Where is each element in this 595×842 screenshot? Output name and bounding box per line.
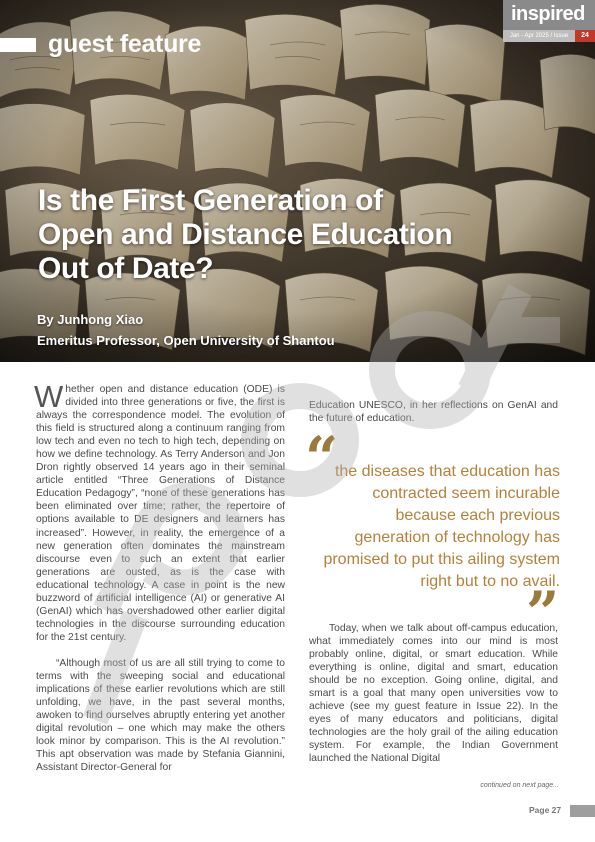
article-title	[38, 184, 558, 286]
left-column	[34, 379, 285, 774]
title-line-3: Out of Date?	[38, 252, 214, 285]
right-column-top	[309, 399, 558, 425]
open-quote-icon: “	[305, 424, 339, 492]
paragraph-3: Today, when we talk about off-campus education, what immediately comes into our mind is most probably online, digital, or smart education. While everything is online, digital and smart, education should be no exception. Going online, digital, and smart is a goal that many open universities vow to achieve (see my guest feature in Issue 22). In the eyes of many educators and politicians, digital technologies are the holy grail of the ailing education system. For example, the Indian Government launched the National Digital	[309, 623, 558, 765]
magazine-brand	[503, 0, 595, 42]
paragraph-1	[34, 379, 285, 644]
paragraph-2: “Although most of us are all still trying to come to terms with the sweeping social and educational implications of these earlier revolutions which are still unfolding, we have, in the past several months, awoken to find ourselves abruptly entering yet another digital revolution – one which may make the others look minor by comparison. This is the AI revolution.” This apt observation was made by Stefania Giannini, Assistant Director-General for	[36, 657, 285, 774]
issue-info: Jan - Apr 2025 / Issue	[503, 30, 575, 42]
section-title: guest feature	[48, 30, 202, 58]
pull-quote: the diseases that education has contracted seem incurable because each previous generation of technology has promised to put this ailing system right but to no avail.	[323, 463, 560, 590]
drop-cap: W	[34, 379, 64, 414]
page-tab	[570, 805, 595, 817]
byline	[37, 309, 335, 351]
close-quote-icon: ”	[526, 579, 560, 647]
page-number: Page 27	[529, 805, 562, 815]
paragraph-2-continued: Education UNESCO, in her reflections on GenAI and the future of education.	[309, 400, 558, 425]
brand-name: inspired	[511, 3, 585, 25]
continued-note: continued on next page...	[480, 782, 559, 789]
section-marker	[0, 38, 36, 52]
title-line-1: Is the First Generation of	[38, 184, 383, 217]
title-line-2: Open and Distance Education	[38, 218, 453, 251]
right-column-body	[309, 622, 558, 766]
author-name: By Junhong Xiao	[37, 312, 144, 327]
paragraph-1-text: hether open and distance education (ODE) is divided into three generations or five, the first is always the correspondence model. The evolution of this field is structured along a continuum ranging from low tech and even no tech to high tech, depending on how we define technology. As Terry Anderson and Jon Dron rightly observed 14 years ago in their seminal article entitled “Three Generations of Distance Education Pedagogy”, “none of these generations has been eliminated over time; rather, the repertoire of options available to DE designers and learners has increased”. However, in reality, the emergence of a new generation often dominates the mainstream discourse even to such an extent that earlier generations are ousted, as is the case with educational technology. A case in point is the new buzzword of artificial intelligence (AI) or generative AI (GenAI) which has overshadowed other earlier digital technologies in the discourse surrounding education for the 21st century.	[36, 384, 285, 643]
author-affiliation: Emeritus Professor, Open University of Shantou	[37, 333, 335, 348]
issue-number: 24	[575, 30, 595, 42]
